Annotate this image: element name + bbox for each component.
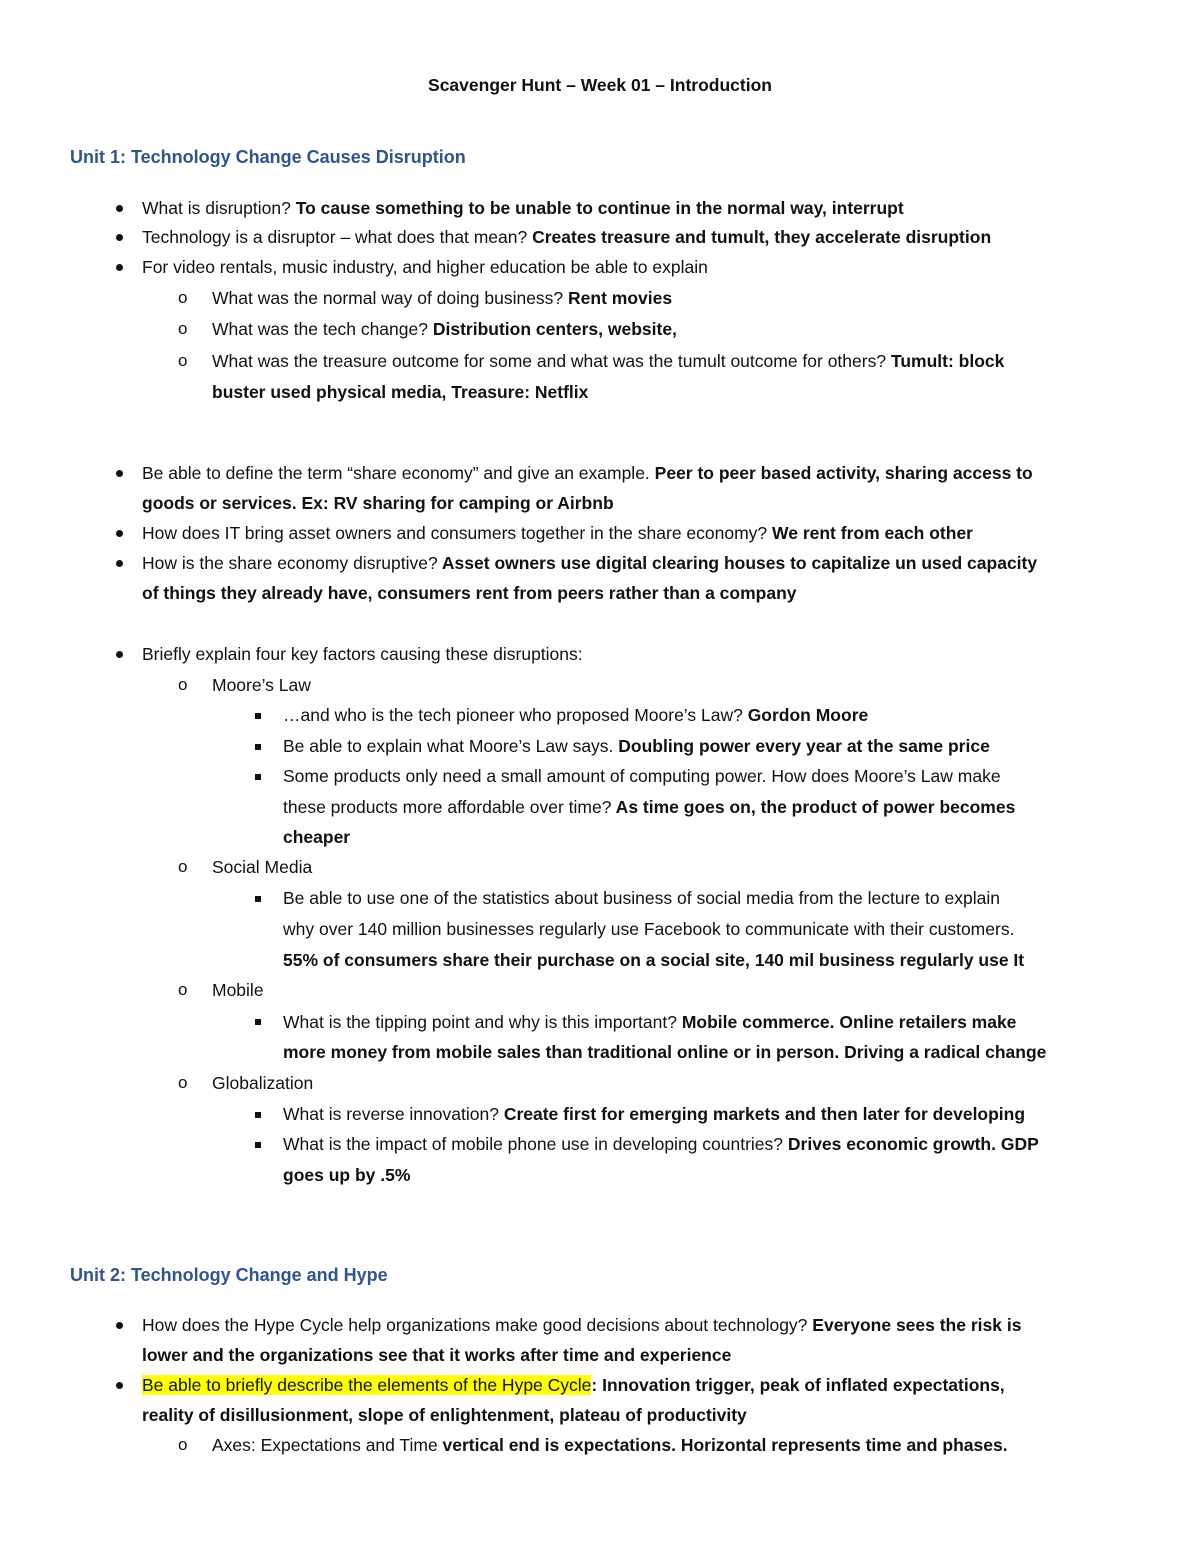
answer-text: goes up by .5% (283, 1165, 411, 1185)
answer-text: more money from mobile sales than traditional online or in person. Driving a radical change (283, 1042, 1047, 1062)
list-item (142, 518, 973, 548)
sub-list-item-moore: Moore’s Law (212, 675, 311, 695)
list-item (142, 1310, 1021, 1340)
answer-text: Rent movies (563, 288, 673, 308)
bullet-marker (116, 470, 123, 477)
question-text: For video rentals, music industry, and higher education be able to explain (142, 257, 708, 277)
unit-1-heading: Unit 1: Technology Change Causes Disruption (70, 147, 466, 167)
square-bullet-marker (255, 1019, 261, 1025)
question-text: …and who is the tech pioneer who proposed Moore’s Law? (283, 705, 743, 725)
bullet-marker (116, 205, 123, 212)
list-item (142, 1370, 1005, 1400)
unit-2-heading: Unit 2: Technology Change and Hype (70, 1265, 388, 1285)
answer-text: Gordon Moore (742, 705, 869, 725)
sub-bullet-marker: o (178, 351, 188, 370)
answer-text: To cause something to be unable to continue in the normal way, interrupt (290, 198, 904, 218)
question-text: What was the tech change? (212, 319, 428, 339)
list-item (142, 548, 1037, 578)
sub-sub-list-item-continuation (283, 822, 350, 852)
sub-bullet-marker: o (178, 1435, 188, 1454)
question-text: why over 140 million businesses regularly use Facebook to communicate with their customers. (283, 919, 1015, 939)
square-bullet-marker (255, 1142, 261, 1148)
sub-sub-list-item (283, 883, 1000, 913)
sub-bullet-marker: o (178, 288, 188, 307)
sub-sub-list-item (283, 1099, 1025, 1129)
bullet-marker (116, 264, 123, 271)
square-bullet-marker (255, 896, 261, 902)
sub-sub-list-item (283, 1007, 1016, 1037)
sub-sub-list-item-continuation (283, 1160, 410, 1190)
square-bullet-marker (255, 1112, 261, 1118)
sub-sub-list-item (283, 761, 1001, 791)
list-item (142, 639, 583, 669)
list-item (142, 252, 708, 282)
question-text: What is disruption? (142, 198, 291, 218)
sub-bullet-marker: o (178, 675, 188, 694)
question-text: Axes: Expectations and Time (212, 1435, 438, 1455)
highlighted-question-text: Be able to briefly describe the elements of the Hype Cycle (142, 1375, 592, 1395)
question-text: How does IT bring asset owners and consumers together in the share economy? (142, 523, 768, 543)
list-item-continuation (142, 1340, 731, 1370)
question-text: What is the tipping point and why is this important? (283, 1012, 677, 1032)
sub-sub-list-item (283, 700, 868, 730)
answer-text: goods or services. Ex: RV sharing for camping or Airbnb (142, 493, 614, 513)
square-bullet-marker (255, 774, 261, 780)
sub-sub-list-item (283, 1129, 1039, 1159)
square-bullet-marker (255, 713, 261, 719)
sub-bullet-marker: o (178, 857, 188, 876)
list-item (142, 222, 991, 252)
bullet-marker (116, 560, 123, 567)
question-text: Technology is a disruptor – what does that mean? (142, 227, 528, 247)
question-text: What was the normal way of doing business? (212, 288, 564, 308)
answer-text: As time goes on, the product of power becomes (611, 797, 1016, 817)
answer-text: lower and the organizations see that it works after time and experience (142, 1345, 732, 1365)
sub-sub-list-item-continuation (283, 792, 1015, 822)
sub-list-item-continuation (212, 377, 588, 407)
list-item (142, 458, 1033, 488)
answer-text: Peer to peer based activity, sharing access to (649, 463, 1033, 483)
answer-text: vertical end is expectations. Horizontal represents time and phases. (437, 1435, 1008, 1455)
answer-text: : Innovation trigger, peak of inflated expectations, (591, 1375, 1005, 1395)
answer-text: Distribution centers, website, (427, 319, 677, 339)
question-text: Briefly explain four key factors causing these disruptions: (142, 644, 583, 664)
answer-text: Creates treasure and tumult, they accelerate disruption (527, 227, 992, 247)
answer-text: Mobile commerce. Online retailers make (676, 1012, 1017, 1032)
list-item (142, 193, 904, 223)
bullet-marker (116, 1322, 123, 1329)
sub-sub-list-item-continuation (283, 1037, 1046, 1067)
sub-list-item-globalization: Globalization (212, 1073, 314, 1093)
answer-text: Tumult: block (886, 351, 1005, 371)
answer-text: We rent from each other (767, 523, 973, 543)
sub-list-item (212, 283, 672, 313)
sub-bullet-marker: o (178, 980, 188, 999)
answer-text: Drives economic growth. GDP (783, 1134, 1039, 1154)
answer-text: Create first for emerging markets and then later for developing (498, 1104, 1026, 1124)
bullet-marker (116, 651, 123, 658)
answer-text: cheaper (283, 827, 351, 847)
page-title: Scavenger Hunt – Week 01 – Introduction (428, 75, 772, 95)
answer-text: Doubling power every year at the same price (613, 736, 990, 756)
answer-text: 55% of consumers share their purchase on a social site, 140 mil business regularly use It (283, 950, 1025, 970)
question-text: Be able to use one of the statistics about business of social media from the lecture to explain (283, 888, 1000, 908)
answer-text: of things they already have, consumers rent from peers rather than a company (142, 583, 797, 603)
answer-text: buster used physical media, Treasure: Netflix (212, 382, 589, 402)
answer-text: Asset owners use digital clearing houses to capitalize un used capacity (437, 553, 1038, 573)
sub-list-item (212, 1430, 1008, 1460)
list-item-continuation (142, 488, 614, 518)
bullet-marker (116, 530, 123, 537)
sub-sub-list-item-continuation (283, 945, 1024, 975)
sub-list-item (212, 346, 1004, 376)
question-text: Some products only need a small amount of computing power. How does Moore’s Law make (283, 766, 1001, 786)
question-text: What is the impact of mobile phone use in developing countries? (283, 1134, 784, 1154)
question-text: How does the Hype Cycle help organizations make good decisions about technology? (142, 1315, 808, 1335)
list-item-continuation (142, 1400, 747, 1430)
question-text: Be able to define the term “share economy” and give an example. (142, 463, 650, 483)
answer-text: Everyone sees the risk is (807, 1315, 1022, 1335)
answer-text: reality of disillusionment, slope of enlightenment, plateau of productivity (142, 1405, 747, 1425)
sub-list-item (212, 314, 677, 344)
question-text: What is reverse innovation? (283, 1104, 499, 1124)
sub-list-item-social-media: Social Media (212, 857, 313, 877)
question-text: How is the share economy disruptive? (142, 553, 438, 573)
sub-list-item-mobile: Mobile (212, 980, 264, 1000)
question-text: these products more affordable over time? (283, 797, 612, 817)
bullet-marker (116, 234, 123, 241)
sub-sub-list-item (283, 731, 990, 761)
sub-sub-list-item-continuation (283, 914, 1014, 944)
square-bullet-marker (255, 744, 261, 750)
list-item-continuation (142, 578, 797, 608)
sub-bullet-marker: o (178, 319, 188, 338)
sub-bullet-marker: o (178, 1073, 188, 1092)
question-text: What was the treasure outcome for some and what was the tumult outcome for others? (212, 351, 887, 371)
bullet-marker (116, 1382, 123, 1389)
question-text: Be able to explain what Moore’s Law says. (283, 736, 614, 756)
